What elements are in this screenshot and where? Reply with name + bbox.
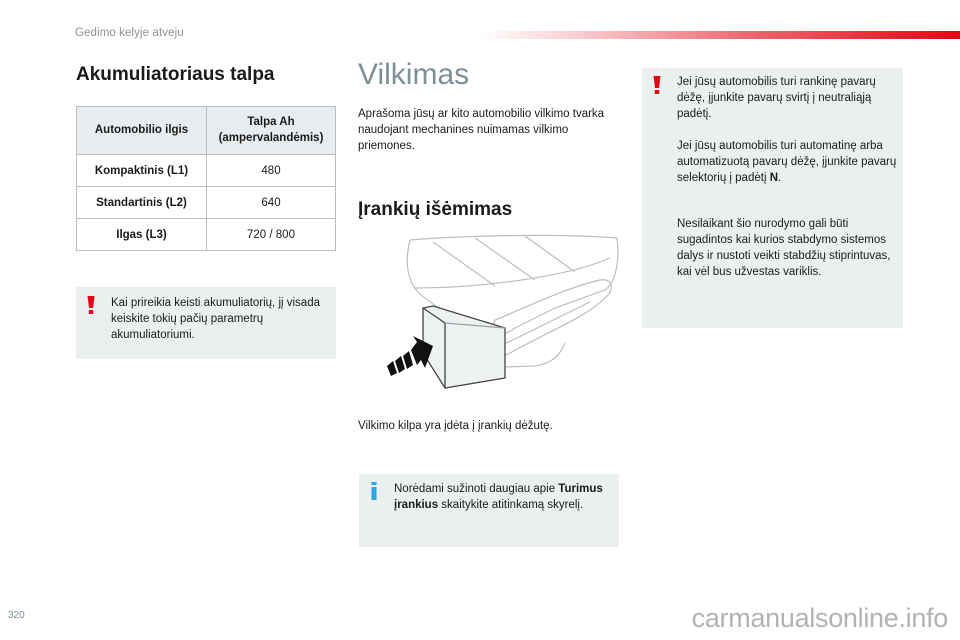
towing-eye-caption: Vilkimo kilpa yra įdėta į įrankių dėžutę. [358,420,553,432]
section-running-header: Gedimo kelyje atveju [75,27,184,39]
table-row [77,155,336,187]
info-text-after: skaitykite atitinkamą skyrelį. [438,499,584,511]
exclamation-icon [87,296,95,314]
tool-removal-heading: Įrankių išėmimas [358,199,513,220]
cell-length: Ilgas (L3) [77,219,207,251]
col-header-capacity-line2: (ampervalandėmis) [218,131,324,144]
gearbox-warning-box [642,68,903,328]
automatic-gearbox-text [677,138,903,186]
table-header-row [77,107,336,155]
cell-capacity: 480 [207,155,336,187]
auto-text-after: . [778,172,782,184]
brake-damage-warning-text: Nesilaikant šio nurodymo gali būti sugadintos kai kurios stabdymo sistemos dalys ir nustoti veikti stabdžių stiprintuvas, kai vėl bus užvestas variklis. [677,218,891,278]
info-text-before: Norėdami sužinoti daugiau apie [394,483,559,495]
page-number: 320 [8,610,25,621]
manual-gearbox-text: Jei jūsų automobilis turi rankinę pavarų dėžę, įjunkite pavarų svirtį į neutraliąją padėtį. [677,76,876,120]
table-row [77,187,336,219]
table-row [77,219,336,251]
battery-capacity-heading: Akumuliatoriaus talpa [76,64,275,85]
col-header-capacity-line1: Talpa Ah [247,115,295,128]
battery-warning-text: Kai prireikia keisti akumuliatorių, jį visada keiskite tokių pačių parametrų akumuliatoriumi. [111,297,320,341]
towing-intro: Aprašoma jūsų ar kito automobilio vilkimo tvarka naudojant mechanines nuimamas vilkimo priemones. [358,108,605,152]
seat-toolbox-illustration [375,228,625,393]
cell-capacity: 720 / 800 [207,219,336,251]
auto-text-before: Jei jūsų automobilis turi automatinę arba automatizuotą pavarų dėžę, įjunkite pavarų selektorių į padėtį [677,140,897,184]
tools-info-box [359,474,619,547]
info-text-bold: Turimus įrankius [394,483,603,511]
col-header-length: Automobilio ilgis [77,107,207,155]
tools-info-text [394,481,619,513]
info-icon [370,482,378,500]
col-header-capacity [207,107,336,155]
battery-capacity-table [76,106,336,251]
cell-length: Standartinis (L2) [77,187,207,219]
cell-capacity: 640 [207,187,336,219]
battery-warning-box [76,287,336,359]
towing-heading: Vilkimas [358,58,470,91]
watermark: carmanualsonline.info [691,603,948,633]
header-accent-bar [480,31,960,39]
cell-length: Kompaktinis (L1) [77,155,207,187]
exclamation-icon [653,76,661,94]
auto-text-bold: N [769,172,779,184]
